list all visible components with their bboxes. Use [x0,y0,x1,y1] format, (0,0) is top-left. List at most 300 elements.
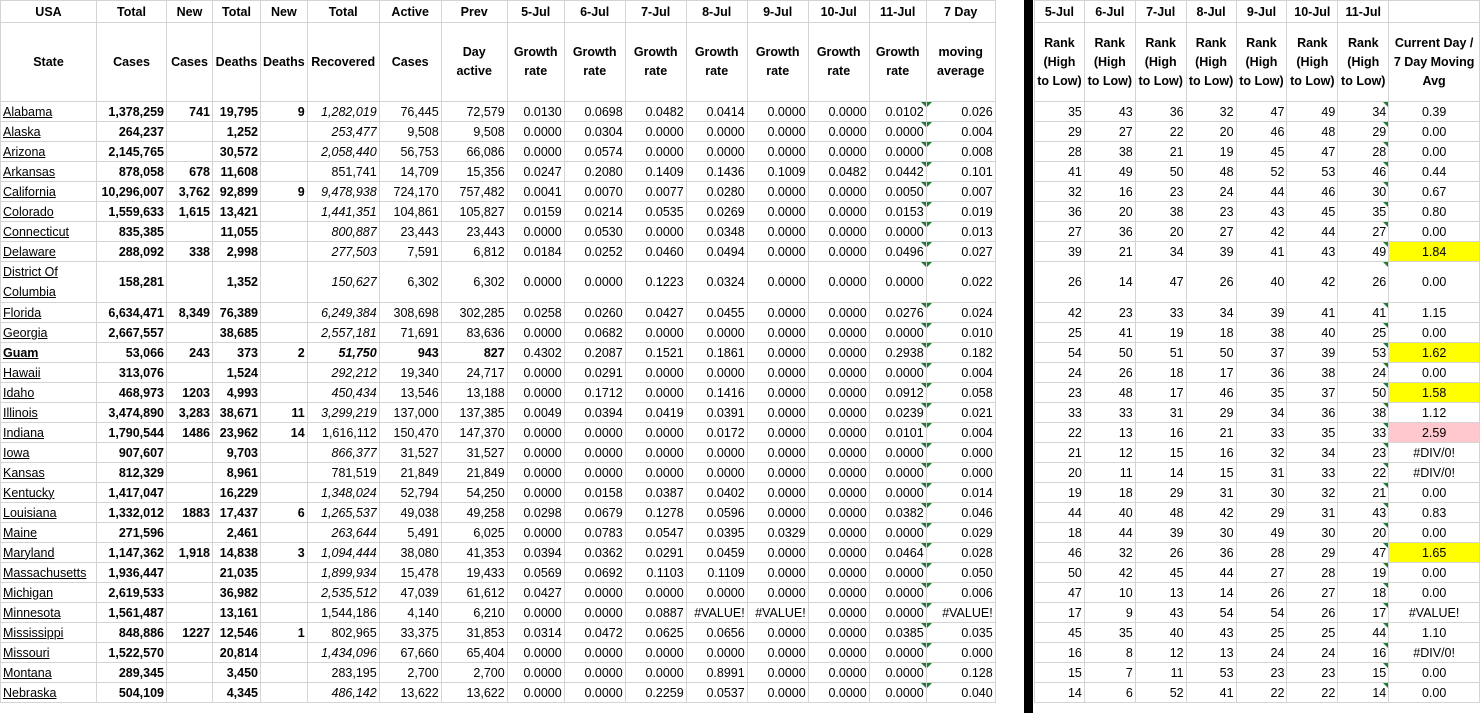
growth-rate-cell[interactable]: 0.1409 [625,162,686,182]
growth-rate-cell[interactable]: 0.0000 [869,663,926,683]
rank-cell[interactable]: 27 [1338,222,1389,242]
rank-cell[interactable]: 24 [1236,643,1287,663]
growth-rate-cell[interactable]: 0.0280 [686,182,747,202]
rank-cell[interactable]: 35 [1338,202,1389,222]
growth-rate-cell[interactable]: 0.0460 [625,242,686,262]
rank-cell[interactable]: 25 [1236,623,1287,643]
growth-rate-cell[interactable]: 0.0000 [564,463,625,483]
growth-rate-cell[interactable]: 0.0000 [747,503,808,523]
growth-rate-cell[interactable]: 0.0000 [747,102,808,122]
total-deaths-cell[interactable]: 8,961 [213,463,261,483]
column-subheader[interactable]: Growth rate [564,23,625,102]
rank-cell[interactable]: 29 [1236,503,1287,523]
ratio-cell[interactable]: 0.44 [1389,162,1480,182]
active-cases-cell[interactable]: 104,861 [379,202,441,222]
rank-cell[interactable]: 44 [1035,503,1085,523]
recovered-cell[interactable]: 253,477 [307,122,379,142]
recovered-cell[interactable]: 1,616,112 [307,423,379,443]
rank-cell[interactable]: 17 [1338,603,1389,623]
total-deaths-cell[interactable]: 11,055 [213,222,261,242]
total-cases-cell[interactable]: 1,559,633 [97,202,167,222]
rank-cell[interactable]: 47 [1035,583,1085,603]
rank-cell[interactable]: 42 [1287,262,1338,303]
total-deaths-cell[interactable]: 19,795 [213,102,261,122]
new-cases-cell[interactable]: 8,349 [167,303,213,323]
rank-cell[interactable]: 33 [1135,303,1186,323]
recovered-cell[interactable]: 781,519 [307,463,379,483]
growth-rate-cell[interactable]: 0.1861 [686,343,747,363]
new-deaths-cell[interactable] [261,142,308,162]
prev-day-active-cell[interactable]: 49,258 [441,503,507,523]
recovered-cell[interactable]: 2,535,512 [307,583,379,603]
rank-cell[interactable]: 46 [1338,162,1389,182]
growth-rate-cell[interactable]: 0.0000 [808,523,869,543]
growth-rate-cell[interactable]: 0.0000 [686,463,747,483]
growth-rate-cell[interactable]: 0.0324 [686,262,747,303]
rank-cell[interactable]: 25 [1338,323,1389,343]
rank-cell[interactable]: 15 [1338,663,1389,683]
rank-cell[interactable]: 20 [1135,222,1186,242]
recovered-cell[interactable]: 292,212 [307,363,379,383]
prev-day-active-cell[interactable]: 302,285 [441,303,507,323]
state-name-cell[interactable]: California [1,182,97,202]
growth-rate-cell[interactable]: 0.0887 [625,603,686,623]
active-cases-cell[interactable]: 67,660 [379,643,441,663]
growth-rate-cell[interactable]: 0.0158 [564,483,625,503]
total-deaths-cell[interactable]: 76,389 [213,303,261,323]
rank-cell[interactable]: 40 [1236,262,1287,303]
prev-day-active-cell[interactable]: 147,370 [441,423,507,443]
growth-rate-cell[interactable]: 0.1416 [686,383,747,403]
rank-cell[interactable]: 31 [1135,403,1186,423]
growth-rate-cell[interactable]: 0.1009 [747,162,808,182]
new-deaths-cell[interactable] [261,603,308,623]
growth-rate-cell[interactable]: 0.0348 [686,222,747,242]
new-cases-cell[interactable] [167,603,213,623]
ratio-cell[interactable]: 2.59 [1389,423,1480,443]
growth-rate-cell[interactable]: 0.0070 [564,182,625,202]
rank-cell[interactable]: 49 [1338,242,1389,262]
rank-cell[interactable]: 41 [1338,303,1389,323]
prev-day-active-cell[interactable]: 13,622 [441,683,507,703]
growth-rate-cell[interactable]: 0.0000 [747,122,808,142]
active-cases-cell[interactable]: 4,140 [379,603,441,623]
growth-rate-cell[interactable]: 0.0000 [808,643,869,663]
ratio-cell[interactable]: 0.00 [1389,523,1480,543]
growth-rate-cell[interactable]: 0.0000 [507,383,564,403]
state-name-cell[interactable]: Montana [1,663,97,683]
rank-cell[interactable]: 38 [1084,142,1135,162]
rank-cell[interactable]: 14 [1186,583,1236,603]
total-cases-cell[interactable]: 313,076 [97,363,167,383]
growth-rate-cell[interactable]: 0.0000 [625,643,686,663]
rank-column-subheader[interactable]: Rank (High to Low) [1338,23,1389,102]
growth-rate-cell[interactable]: 0.0247 [507,162,564,182]
total-cases-cell[interactable]: 2,667,557 [97,323,167,343]
growth-rate-cell[interactable]: 0.0000 [808,683,869,703]
growth-rate-cell[interactable]: 0.0385 [869,623,926,643]
active-cases-cell[interactable]: 14,709 [379,162,441,182]
prev-day-active-cell[interactable]: 13,188 [441,383,507,403]
new-deaths-cell[interactable] [261,483,308,503]
total-deaths-cell[interactable]: 13,161 [213,603,261,623]
rank-cell[interactable]: 32 [1236,443,1287,463]
rank-cell[interactable]: 26 [1338,262,1389,303]
growth-rate-cell[interactable]: 0.0000 [808,363,869,383]
rank-cell[interactable]: 42 [1236,222,1287,242]
new-cases-cell[interactable]: 243 [167,343,213,363]
growth-rate-cell[interactable]: 0.0625 [625,623,686,643]
growth-rate-cell[interactable]: 0.0000 [808,323,869,343]
rank-cell[interactable]: 30 [1338,182,1389,202]
growth-rate-cell[interactable]: 0.1103 [625,563,686,583]
prev-day-active-cell[interactable]: 31,527 [441,443,507,463]
new-deaths-cell[interactable]: 1 [261,623,308,643]
moving-average-cell[interactable]: 0.024 [926,303,995,323]
rank-cell[interactable]: 34 [1135,242,1186,262]
total-deaths-cell[interactable]: 38,685 [213,323,261,343]
column-header[interactable]: Active [379,1,441,23]
active-cases-cell[interactable]: 724,170 [379,182,441,202]
growth-rate-cell[interactable]: 0.0000 [808,122,869,142]
rank-cell[interactable]: 18 [1084,483,1135,503]
new-cases-cell[interactable] [167,523,213,543]
growth-rate-cell[interactable]: 0.0000 [808,483,869,503]
total-deaths-cell[interactable]: 30,572 [213,142,261,162]
rank-cell[interactable]: 48 [1287,122,1338,142]
growth-rate-cell[interactable]: 0.0000 [869,523,926,543]
new-deaths-cell[interactable] [261,262,308,303]
rank-cell[interactable]: 26 [1084,363,1135,383]
rank-column-header[interactable] [1389,1,1480,23]
growth-rate-cell[interactable]: 0.0496 [869,242,926,262]
growth-rate-cell[interactable]: 0.0000 [747,202,808,222]
growth-rate-cell[interactable]: 0.0455 [686,303,747,323]
ratio-cell[interactable]: 0.00 [1389,683,1480,703]
new-deaths-cell[interactable] [261,563,308,583]
rank-cell[interactable]: 39 [1236,303,1287,323]
growth-rate-cell[interactable]: 0.0276 [869,303,926,323]
rank-cell[interactable]: 42 [1186,503,1236,523]
total-deaths-cell[interactable]: 9,703 [213,443,261,463]
growth-rate-cell[interactable]: 0.0000 [747,663,808,683]
growth-rate-cell[interactable]: 0.2259 [625,683,686,703]
moving-average-cell[interactable]: 0.004 [926,363,995,383]
new-cases-cell[interactable]: 1883 [167,503,213,523]
growth-rate-cell[interactable]: 0.0000 [686,122,747,142]
total-cases-cell[interactable]: 835,385 [97,222,167,242]
state-name-cell[interactable]: District Of Columbia [1,262,97,303]
growth-rate-cell[interactable]: 0.0000 [564,663,625,683]
growth-rate-cell[interactable]: 0.0000 [747,463,808,483]
new-deaths-cell[interactable] [261,323,308,343]
active-cases-cell[interactable]: 76,445 [379,102,441,122]
rank-cell[interactable]: 36 [1236,363,1287,383]
new-cases-cell[interactable]: 3,283 [167,403,213,423]
ratio-cell[interactable]: 0.80 [1389,202,1480,222]
rank-cell[interactable]: 14 [1135,463,1186,483]
prev-day-active-cell[interactable]: 6,210 [441,603,507,623]
ratio-cell[interactable]: 1.10 [1389,623,1480,643]
growth-rate-cell[interactable]: 0.0000 [869,262,926,303]
rank-cell[interactable]: 15 [1035,663,1085,683]
growth-rate-cell[interactable]: 0.0000 [747,142,808,162]
moving-average-cell[interactable]: 0.000 [926,463,995,483]
rank-cell[interactable]: 23 [1084,303,1135,323]
recovered-cell[interactable]: 150,627 [307,262,379,303]
rank-cell[interactable]: 26 [1236,583,1287,603]
rank-cell[interactable]: 22 [1236,683,1287,703]
rank-cell[interactable]: 20 [1084,202,1135,222]
growth-rate-cell[interactable]: 0.0000 [507,523,564,543]
active-cases-cell[interactable]: 49,038 [379,503,441,523]
rank-column-subheader[interactable]: Rank (High to Low) [1084,23,1135,102]
prev-day-active-cell[interactable]: 2,700 [441,663,507,683]
new-cases-cell[interactable] [167,563,213,583]
growth-rate-cell[interactable]: 0.0000 [747,623,808,643]
rank-cell[interactable]: 27 [1186,222,1236,242]
growth-rate-cell[interactable]: 0.0414 [686,102,747,122]
growth-rate-cell[interactable]: 0.0000 [808,262,869,303]
total-deaths-cell[interactable]: 36,982 [213,583,261,603]
column-subheader[interactable]: Recovered [307,23,379,102]
new-deaths-cell[interactable] [261,162,308,182]
growth-rate-cell[interactable]: 0.0172 [686,423,747,443]
rank-cell[interactable]: 43 [1338,503,1389,523]
growth-rate-cell[interactable]: 0.0000 [747,343,808,363]
rank-cell[interactable]: 6 [1084,683,1135,703]
rank-cell[interactable]: 28 [1338,142,1389,162]
active-cases-cell[interactable]: 38,080 [379,543,441,563]
active-cases-cell[interactable]: 2,700 [379,663,441,683]
moving-average-cell[interactable]: 0.050 [926,563,995,583]
rank-cell[interactable]: 47 [1135,262,1186,303]
rank-cell[interactable]: 50 [1186,343,1236,363]
growth-rate-cell[interactable]: 0.0000 [869,683,926,703]
total-deaths-cell[interactable]: 1,352 [213,262,261,303]
growth-rate-cell[interactable]: 0.0000 [808,503,869,523]
new-deaths-cell[interactable] [261,523,308,543]
growth-rate-cell[interactable]: 0.0679 [564,503,625,523]
rank-cell[interactable]: 46 [1287,182,1338,202]
growth-rate-cell[interactable]: 0.0442 [869,162,926,182]
growth-rate-cell[interactable]: 0.0000 [747,403,808,423]
column-subheader[interactable]: Cases [97,23,167,102]
total-deaths-cell[interactable]: 17,437 [213,503,261,523]
moving-average-cell[interactable]: 0.182 [926,343,995,363]
state-name-cell[interactable]: Nebraska [1,683,97,703]
growth-rate-cell[interactable]: 0.0000 [808,543,869,563]
growth-rate-cell[interactable]: 0.0427 [507,583,564,603]
growth-rate-cell[interactable]: 0.0291 [625,543,686,563]
column-subheader[interactable]: Growth rate [747,23,808,102]
growth-rate-cell[interactable]: 0.0912 [869,383,926,403]
new-cases-cell[interactable]: 1227 [167,623,213,643]
moving-average-cell[interactable]: 0.019 [926,202,995,222]
rank-cell[interactable]: 44 [1084,523,1135,543]
state-name-cell[interactable]: Illinois [1,403,97,423]
rank-cell[interactable]: 29 [1338,122,1389,142]
rank-cell[interactable]: 7 [1084,663,1135,683]
recovered-cell[interactable]: 2,058,440 [307,142,379,162]
total-deaths-cell[interactable]: 3,450 [213,663,261,683]
rank-cell[interactable]: 16 [1084,182,1135,202]
column-header[interactable]: 7-Jul [625,1,686,23]
total-deaths-cell[interactable]: 373 [213,343,261,363]
prev-day-active-cell[interactable]: 41,353 [441,543,507,563]
new-deaths-cell[interactable] [261,222,308,242]
growth-rate-cell[interactable]: 0.0000 [808,343,869,363]
total-cases-cell[interactable]: 1,378,259 [97,102,167,122]
rank-cell[interactable]: 17 [1135,383,1186,403]
column-header[interactable]: Prev [441,1,507,23]
rank-cell[interactable]: 41 [1084,323,1135,343]
growth-rate-cell[interactable]: 0.0000 [507,222,564,242]
rank-cell[interactable]: 31 [1186,483,1236,503]
column-header[interactable]: New [167,1,213,23]
rank-cell[interactable]: 20 [1035,463,1085,483]
growth-rate-cell[interactable]: 0.0692 [564,563,625,583]
growth-rate-cell[interactable]: 0.0000 [507,363,564,383]
new-cases-cell[interactable]: 1,918 [167,543,213,563]
total-cases-cell[interactable]: 6,634,471 [97,303,167,323]
growth-rate-cell[interactable]: 0.0000 [507,683,564,703]
growth-rate-cell[interactable]: 0.0387 [625,483,686,503]
growth-rate-cell[interactable]: 0.1712 [564,383,625,403]
active-cases-cell[interactable]: 52,794 [379,483,441,503]
growth-rate-cell[interactable]: 0.0000 [507,423,564,443]
rank-cell[interactable]: 16 [1186,443,1236,463]
rank-cell[interactable]: 20 [1338,523,1389,543]
growth-rate-cell[interactable]: 0.0000 [808,443,869,463]
rank-cell[interactable]: 27 [1287,583,1338,603]
rank-cell[interactable]: 29 [1135,483,1186,503]
ratio-cell[interactable]: 0.00 [1389,323,1480,343]
total-cases-cell[interactable]: 907,607 [97,443,167,463]
rank-cell[interactable]: 18 [1338,583,1389,603]
rank-cell[interactable]: 36 [1135,102,1186,122]
new-cases-cell[interactable]: 741 [167,102,213,122]
rank-cell[interactable]: 29 [1035,122,1085,142]
growth-rate-cell[interactable]: 0.0596 [686,503,747,523]
rank-cell[interactable]: 10 [1084,583,1135,603]
active-cases-cell[interactable]: 943 [379,343,441,363]
rank-cell[interactable]: 38 [1338,403,1389,423]
recovered-cell[interactable]: 2,557,181 [307,323,379,343]
total-cases-cell[interactable]: 504,109 [97,683,167,703]
growth-rate-cell[interactable]: 0.0000 [625,463,686,483]
growth-rate-cell[interactable]: 0.0000 [869,563,926,583]
growth-rate-cell[interactable]: 0.0049 [507,403,564,423]
moving-average-cell[interactable]: 0.014 [926,483,995,503]
rank-cell[interactable]: 45 [1035,623,1085,643]
rank-cell[interactable]: 52 [1135,683,1186,703]
rank-cell[interactable]: 23 [1236,663,1287,683]
ratio-cell[interactable]: #DIV/0! [1389,643,1480,663]
prev-day-active-cell[interactable]: 757,482 [441,182,507,202]
rank-cell[interactable]: 41 [1236,242,1287,262]
moving-average-cell[interactable]: 0.004 [926,122,995,142]
growth-rate-cell[interactable]: 0.4302 [507,343,564,363]
growth-rate-cell[interactable]: 0.0000 [625,142,686,162]
growth-rate-cell[interactable]: 0.0000 [747,423,808,443]
rank-cell[interactable]: 28 [1236,543,1287,563]
growth-rate-cell[interactable]: 0.0000 [747,483,808,503]
column-header[interactable]: 8-Jul [686,1,747,23]
ratio-cell[interactable]: 0.00 [1389,483,1480,503]
rank-column-header[interactable]: 7-Jul [1135,1,1186,23]
rank-cell[interactable]: 24 [1338,363,1389,383]
growth-rate-cell[interactable]: 0.0783 [564,523,625,543]
rank-cell[interactable]: 19 [1135,323,1186,343]
rank-column-subheader[interactable]: Rank (High to Low) [1135,23,1186,102]
rank-column-subheader[interactable]: Current Day / 7 Day Moving Avg [1389,23,1480,102]
rank-cell[interactable]: 35 [1084,623,1135,643]
new-deaths-cell[interactable] [261,202,308,222]
rank-cell[interactable]: 42 [1035,303,1085,323]
growth-rate-cell[interactable]: 0.0000 [564,443,625,463]
new-cases-cell[interactable] [167,463,213,483]
growth-rate-cell[interactable]: 0.0656 [686,623,747,643]
active-cases-cell[interactable]: 71,691 [379,323,441,343]
rank-cell[interactable]: 36 [1186,543,1236,563]
recovered-cell[interactable]: 6,249,384 [307,303,379,323]
rank-cell[interactable]: 29 [1287,543,1338,563]
total-cases-cell[interactable]: 468,973 [97,383,167,403]
moving-average-cell[interactable]: 0.029 [926,523,995,543]
growth-rate-cell[interactable]: 0.1278 [625,503,686,523]
growth-rate-cell[interactable]: 0.0000 [869,483,926,503]
active-cases-cell[interactable]: 6,302 [379,262,441,303]
total-deaths-cell[interactable]: 38,671 [213,403,261,423]
rank-cell[interactable]: 48 [1135,503,1186,523]
state-name-cell[interactable]: Alaska [1,122,97,142]
rank-cell[interactable]: 25 [1035,323,1085,343]
rank-cell[interactable]: 31 [1287,503,1338,523]
rank-cell[interactable]: 49 [1287,102,1338,122]
rank-cell[interactable]: 19 [1035,483,1085,503]
growth-rate-cell[interactable]: 0.0000 [747,242,808,262]
total-cases-cell[interactable]: 288,092 [97,242,167,262]
growth-rate-cell[interactable]: 0.0000 [625,383,686,403]
rank-cell[interactable]: 50 [1035,563,1085,583]
recovered-cell[interactable]: 851,741 [307,162,379,182]
rank-cell[interactable]: 23 [1035,383,1085,403]
rank-cell[interactable]: 27 [1084,122,1135,142]
new-deaths-cell[interactable] [261,463,308,483]
total-cases-cell[interactable]: 848,886 [97,623,167,643]
total-deaths-cell[interactable]: 13,421 [213,202,261,222]
column-subheader[interactable]: Cases [167,23,213,102]
moving-average-cell[interactable]: 0.010 [926,323,995,343]
growth-rate-cell[interactable]: 0.0000 [564,262,625,303]
rank-cell[interactable]: 12 [1084,443,1135,463]
growth-rate-cell[interactable]: 0.0000 [869,363,926,383]
rank-cell[interactable]: 32 [1084,543,1135,563]
rank-cell[interactable]: 46 [1035,543,1085,563]
recovered-cell[interactable]: 486,142 [307,683,379,703]
rank-cell[interactable]: 48 [1186,162,1236,182]
state-name-cell[interactable]: Missouri [1,643,97,663]
rank-cell[interactable]: 51 [1135,343,1186,363]
growth-rate-cell[interactable]: 0.0102 [869,102,926,122]
rank-cell[interactable]: 54 [1186,603,1236,623]
total-cases-cell[interactable]: 264,237 [97,122,167,142]
prev-day-active-cell[interactable]: 66,086 [441,142,507,162]
recovered-cell[interactable]: 1,899,934 [307,563,379,583]
total-deaths-cell[interactable]: 23,962 [213,423,261,443]
recovered-cell[interactable]: 800,887 [307,222,379,242]
